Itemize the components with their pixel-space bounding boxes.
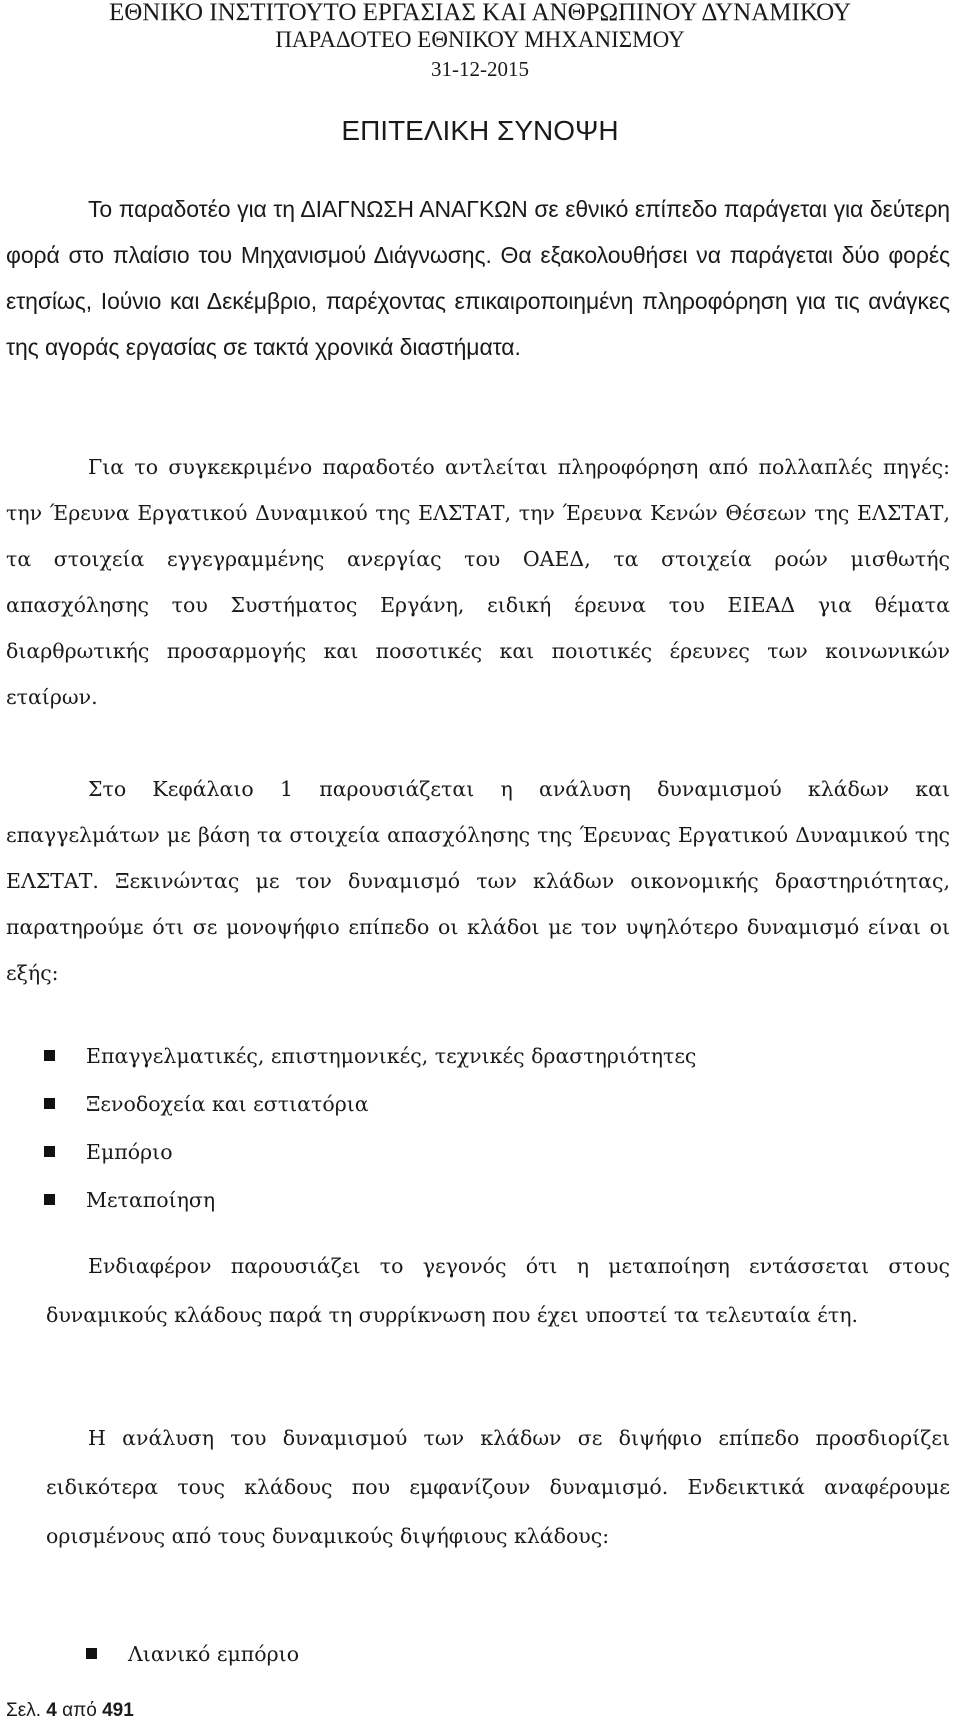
list-item xyxy=(44,1176,924,1224)
paragraph-intro: Το παραδοτέο για τη ΔΙΑΓΝΩΣΗ ΑΝΑΓΚΩΝ σε εθνικό επίπεδο παράγεται για δεύτερη φορά στο πλαίσιο του Μηχανισμού Διάγνωσης. Θα εξακολουθήσει να παράγεται δύο φορές ετησίως, Ιούνιο και Δεκέμβριο, παρέχοντας επικαιροποιημένη πληροφόρηση για τις ανάγκες της αγοράς εργασίας σε τακτά χρονικά διαστήματα. xyxy=(6,196,950,360)
bullet-list-single-digit xyxy=(44,1032,924,1224)
page-number-separator: από xyxy=(56,1700,103,1721)
paragraph-chapter-1: Στο Κεφάλαιο 1 παρουσιάζεται η ανάλυση δυναμισμού κλάδων και επαγγελμάτων με βάση τα στοιχεία απασχόλησης της Έρευνας Εργατικού Δυναμικού της ΕΛΣΤΑΤ. Ξεκινώντας με τον δυναμισμό των κλάδων οικονομικής δραστηριότητας, παρατηρούμε ότι σε μονοψήφιο επίπεδο οι κλάδοι με τον υψηλότερο δυναμισμό είναι οι εξής: xyxy=(6,777,950,985)
page-number xyxy=(6,1698,134,1724)
list-item-label: Ξενοδοχεία και εστιατόρια xyxy=(86,1092,369,1116)
list-item xyxy=(44,1032,924,1080)
page-number-prefix: Σελ. xyxy=(6,1700,47,1721)
list-item-label: Μεταποίηση xyxy=(86,1188,216,1212)
list-item xyxy=(44,1080,924,1128)
list-item xyxy=(44,1128,924,1176)
square-bullet-icon xyxy=(86,1648,97,1659)
square-bullet-icon xyxy=(44,1146,55,1157)
list-item-label: Επαγγελματικές, επιστημονικές, τεχνικές δραστηριότητες xyxy=(86,1044,697,1068)
square-bullet-icon xyxy=(44,1194,55,1205)
document-title: ΕΠΙΤΕΛΙΚΗ ΣΥΝΟΨΗ xyxy=(341,115,619,146)
paragraph-sources: Για το συγκεκριμένο παραδοτέο αντλείται πληροφόρηση από πολλαπλές πηγές: την Έρευνα Εργατικού Δυναμικού της ΕΛΣΤΑΤ, την Έρευνα Κενών Θέσεων της ΕΛΣΤΑΤ, τα στοιχεία εγγεγραμμένης ανεργίας του ΟΑΕΔ, τα στοιχεία ροών μισθωτής απασχόλησης του Συστήματος Εργάνη, ειδική έρευνα του ΕΙΕΑΔ για θέματα διαρθρωτικής προσαρμογής και ποσοτικές και ποιοτικές έρευνες των κοινωνικών εταίρων. xyxy=(6,455,950,709)
paragraph-manufacturing-note: Ενδιαφέρον παρουσιάζει το γεγονός ότι η μεταποίηση εντάσσεται στους δυναμικούς κλάδους παρά τη συρρίκνωση που έχει υποστεί τα τελευταία έτη. xyxy=(46,1254,950,1327)
page-number-current: 4 xyxy=(46,1700,57,1721)
list-item xyxy=(86,1630,926,1678)
header-subtitle: ΠΑΡΑΔΟΤΕΟ ΕΘΝΙΚΟΥ ΜΗΧΑΝΙΣΜΟΥ xyxy=(275,27,685,52)
square-bullet-icon xyxy=(44,1098,55,1109)
paragraph-double-digit-analysis: Η ανάλυση του δυναμισμού των κλάδων σε διψήφιο επίπεδο προσδιορίζει ειδικότερα τους κλάδους που εμφανίζουν δυναμισμό. Ενδεικτικά αναφέρουμε ορισμένους από τους δυναμικούς διψήφιους κλάδους: xyxy=(46,1426,950,1548)
list-item-label: Λιανικό εμπόριο xyxy=(128,1642,300,1666)
header-date: 31-12-2015 xyxy=(431,57,529,81)
page-number-total: 491 xyxy=(102,1700,134,1721)
list-item-label: Εμπόριο xyxy=(86,1140,173,1164)
square-bullet-icon xyxy=(44,1050,55,1061)
bullet-list-double-digit xyxy=(86,1630,926,1678)
header-organization: ΕΘΝΙΚΟ ΙΝΣΤΙΤΟΥΤΟ ΕΡΓΑΣΙΑΣ ΚΑΙ ΑΝΘΡΩΠΙΝΟΥ ΔΥΝΑΜΙΚΟΥ xyxy=(108,0,852,26)
